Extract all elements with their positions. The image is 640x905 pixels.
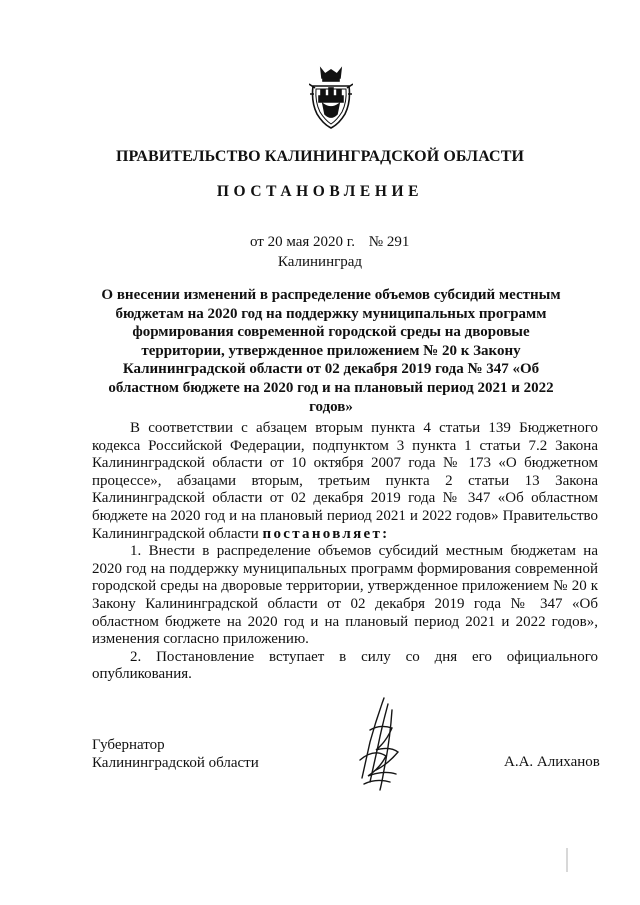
date-line: [250, 234, 409, 251]
signatory-name: А.А. Алиханов: [504, 754, 600, 770]
scan-artifact: [566, 848, 568, 872]
preamble-text: В соответствии с абзацем вторым пункта 4 статьи 139 Бюджетного кодекса Российской Федерации, подпунктом 3 пункта 1 статьи 7.2 Закона Калининградской области от 10 октября 2007 года № 173 «О бюджетном процессе», абзацами вторым, третьим пункта 2 статьи 13 Закона Калининградской области от 02 декабря 2019 года № 347 «Об областном бюджете на 2020 год и на плановый период 2021 и 2022 годов» Правительство Калининградской области: [92, 420, 598, 542]
signatory-title-line2: Калининградской области: [92, 755, 259, 771]
coat-of-arms-icon: [309, 66, 353, 130]
resolves-word: постановляет:: [262, 525, 390, 542]
signatory-title: [92, 736, 259, 772]
document-type: ПОСТАНОВЛЕНИЕ: [216, 183, 424, 200]
signatory-title-line1: Губернатор: [92, 737, 165, 753]
document-subject: О внесении изменений в распределение объемов субсидий местным бюджетам на 2020 год на поддержку муниципальных программ формирования современной городской среды на дворовые территории, утвержденное приложением № 20 к Закону Калининградской области от 02 декабря 2019 года № 347 «Об областном бюджете на 2020 год и на плановый период 2021 и 2022 годов»: [101, 287, 561, 415]
document-date: 20 мая 2020 г.: [267, 234, 356, 250]
number-sign: №: [368, 234, 384, 250]
preamble-paragraph: [92, 420, 598, 543]
document-body: [92, 420, 598, 684]
item-2: 2. Постановление вступает в силу со дня его официального опубликования.: [92, 648, 598, 683]
item-1: 1. Внести в распределение объемов субсидий местным бюджетам на 2020 год на поддержку муниципальных программ формирования современной городской среды на дворовые территории, утвержденное приложением № 20 к Закону Калининградской области от 02 декабря 2019 года № 347 «Об областном бюджете на 2020 год и на плановый период 2021 и 2022 годов», изменения согласно приложению.: [92, 543, 598, 648]
document-number: 291: [386, 234, 410, 250]
date-prefix: от: [250, 234, 264, 250]
city: Калининград: [277, 254, 363, 270]
organization-title: ПРАВИТЕЛЬСТВО КАЛИНИНГРАДСКОЙ ОБЛАСТИ: [115, 148, 525, 165]
handwritten-signature: [340, 690, 420, 800]
